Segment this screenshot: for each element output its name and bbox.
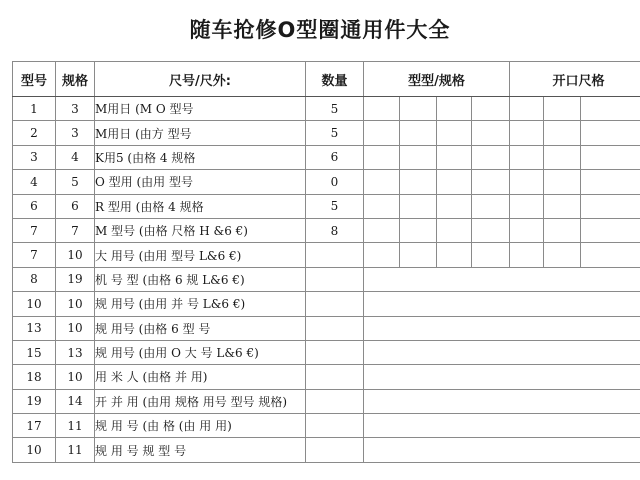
row-spec-cell: 11 [56,414,95,438]
grid-cell [544,97,581,121]
grid-cell [581,97,640,121]
row-spec-cell: 13 [56,340,95,364]
blank-cell [364,316,640,340]
row-quantity-cell: 5 [306,194,364,218]
grid-cell [400,121,437,145]
row-size-cell: 规 用号 (由用 O 大 号 L&6 €) [95,340,306,364]
row-size-cell: 机 号 型 (由格 6 规 L&6 €) [95,267,306,291]
grid-cell [437,170,472,194]
blank-cell [364,292,640,316]
row-model-cell: 3 [13,145,56,169]
grid-cell [581,170,640,194]
grid-cell [510,218,544,242]
row-quantity-cell [306,414,364,438]
grid-cell [400,145,437,169]
header-size: 尺号/尺外: [95,62,306,97]
grid-cell [472,121,510,145]
row-model-cell: 13 [13,316,56,340]
grid-cell [472,145,510,169]
grid-cell [581,145,640,169]
row-quantity-cell [306,267,364,291]
grid-cell [544,121,581,145]
row-quantity-cell [306,340,364,364]
blank-cell [364,340,640,364]
row-quantity-cell [306,243,364,267]
grid-cell [437,194,472,218]
grid-cell [364,243,400,267]
row-spec-cell: 7 [56,218,95,242]
row-spec-cell: 5 [56,170,95,194]
grid-cell [364,194,400,218]
row-spec-cell: 10 [56,243,95,267]
blank-cell [364,438,640,463]
grid-cell [364,145,400,169]
row-size-cell: 规 用号 (由格 6 型 号 [95,316,306,340]
grid-cell [364,170,400,194]
header-quantity: 数量 [306,62,364,97]
row-size-cell: R 型用 (由格 4 规格 [95,194,306,218]
row-size-cell: M 型号 (由格 尺格 H &6 €) [95,218,306,242]
row-spec-cell: 19 [56,267,95,291]
grid-cell [472,97,510,121]
grid-cell [472,194,510,218]
grid-cell [400,97,437,121]
grid-cell [437,145,472,169]
grid-cell [400,170,437,194]
grid-cell [364,121,400,145]
blank-cell [364,414,640,438]
grid-cell [510,121,544,145]
table-row [13,267,640,291]
grid-cell [544,243,581,267]
row-spec-cell: 10 [56,316,95,340]
grid-cell [437,121,472,145]
row-quantity-cell [306,292,364,316]
table-row [13,218,640,242]
header-type-spec: 型型/规格 [364,62,510,97]
header-row [13,62,640,97]
row-model-cell: 10 [13,292,56,316]
grid-cell [364,97,400,121]
row-size-cell: 规 用号 (由用 并 号 L&6 €) [95,292,306,316]
table-row [13,121,640,145]
row-model-cell: 7 [13,218,56,242]
row-model-cell: 4 [13,170,56,194]
header-model: 型号 [13,62,56,97]
table-row [13,243,640,267]
row-spec-cell: 10 [56,292,95,316]
grid-cell [510,145,544,169]
row-size-cell: M用日 (M O 型号 [95,97,306,121]
row-size-cell: K用5 (由格 4 规格 [95,145,306,169]
grid-cell [437,97,472,121]
row-model-cell: 7 [13,243,56,267]
table-row [13,389,640,413]
grid-cell [581,194,640,218]
header-opening-size: 开口尺格 [510,62,640,97]
row-spec-cell: 11 [56,438,95,463]
grid-cell [472,218,510,242]
row-quantity-cell: 0 [306,170,364,194]
header-spec: 规格 [56,62,95,97]
blank-cell [364,365,640,389]
row-model-cell: 10 [13,438,56,463]
grid-cell [472,170,510,194]
row-size-cell: O 型用 (由用 型号 [95,170,306,194]
row-quantity-cell [306,389,364,413]
grid-cell [400,243,437,267]
row-size-cell: 用 米 人 (由格 并 用) [95,365,306,389]
blank-cell [364,267,640,291]
row-size-cell: M用日 (由方 型号 [95,121,306,145]
grid-cell [544,218,581,242]
grid-cell [544,170,581,194]
grid-cell [400,218,437,242]
table-row [13,194,640,218]
table-row [13,340,640,364]
grid-cell [581,218,640,242]
row-model-cell: 2 [13,121,56,145]
row-quantity-cell: 5 [306,97,364,121]
row-quantity-cell [306,365,364,389]
row-spec-cell: 6 [56,194,95,218]
row-model-cell: 19 [13,389,56,413]
grid-cell [510,97,544,121]
row-size-cell: 大 用号 (由用 型号 L&6 €) [95,243,306,267]
row-size-cell: 规 用 号 (由 格 (由 用 用) [95,414,306,438]
grid-cell [510,194,544,218]
row-model-cell: 17 [13,414,56,438]
table-row [13,316,640,340]
parts-table [12,61,640,463]
row-model-cell: 15 [13,340,56,364]
row-model-cell: 6 [13,194,56,218]
row-quantity-cell: 6 [306,145,364,169]
row-quantity-cell: 5 [306,121,364,145]
row-spec-cell: 10 [56,365,95,389]
row-model-cell: 8 [13,267,56,291]
grid-cell [544,194,581,218]
grid-cell [510,170,544,194]
row-spec-cell: 3 [56,97,95,121]
row-model-cell: 18 [13,365,56,389]
grid-cell [544,145,581,169]
row-spec-cell: 3 [56,121,95,145]
row-size-cell: 开 并 用 (由用 规格 用号 型号 规格) [95,389,306,413]
row-quantity-cell: 8 [306,218,364,242]
grid-cell [364,218,400,242]
table-row [13,365,640,389]
grid-cell [437,243,472,267]
grid-cell [510,243,544,267]
document-title: 随车抢修O型圈通用件大全 [189,18,451,42]
blank-cell [364,389,640,413]
grid-cell [581,243,640,267]
row-model-cell: 1 [13,97,56,121]
grid-cell [437,218,472,242]
table-row [13,170,640,194]
grid-cell [400,194,437,218]
row-spec-cell: 14 [56,389,95,413]
table-row [13,414,640,438]
table-row [13,145,640,169]
row-size-cell: 规 用 号 规 型 号 [95,438,306,463]
row-spec-cell: 4 [56,145,95,169]
row-quantity-cell [306,438,364,463]
table-row [13,438,640,463]
grid-cell [581,121,640,145]
table-row [13,292,640,316]
grid-cell [472,243,510,267]
row-quantity-cell [306,316,364,340]
table-row [13,97,640,121]
